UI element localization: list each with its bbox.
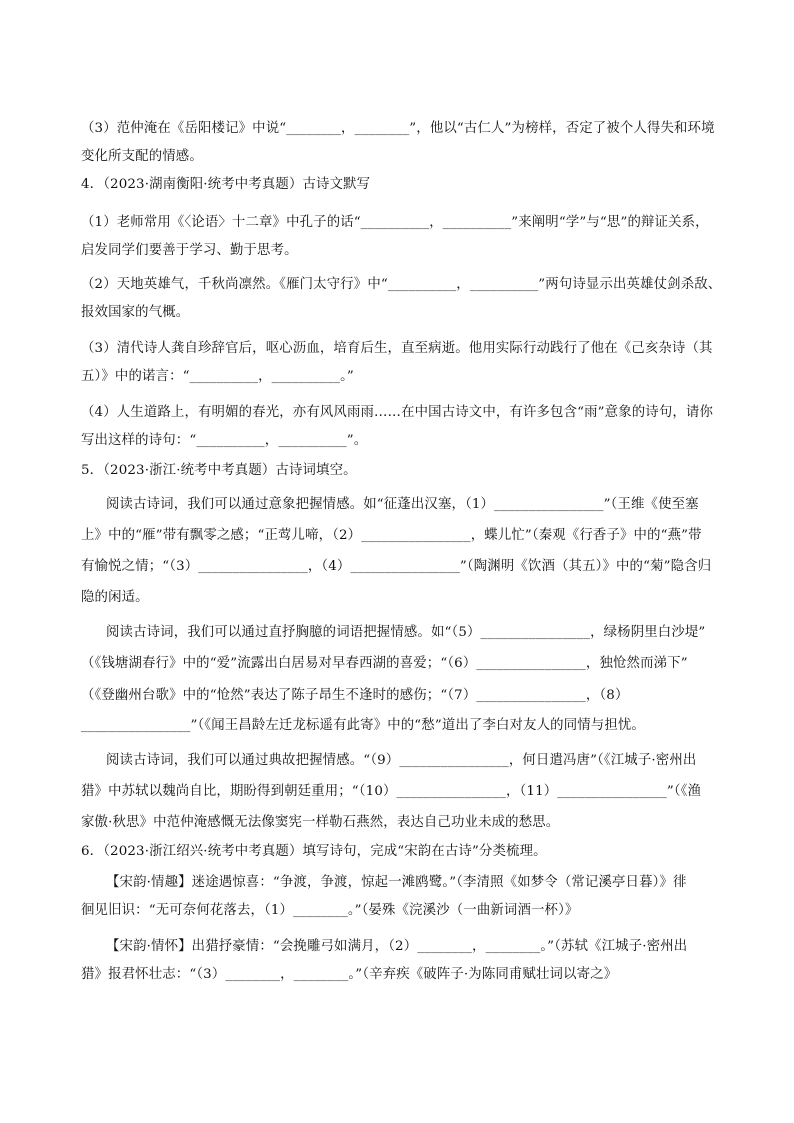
text-line: 启发同学们要善于学习、勤于思考。 — [81, 243, 298, 258]
text-line: 变化所支配的情感。 — [81, 149, 203, 164]
question-6-heading: 6．（2023·浙江绍兴·统考中考真题）填写诗句，完成“宋韵在古诗”分类梳理。 — [81, 844, 547, 859]
text-line: （3）范仲淹在《岳阳楼记》中说“________，________”，他以“古仁人”为榜样，否定了被个人得失和环境 — [81, 121, 715, 136]
text-line: （3）清代诗人龚自珍辞官后，呕心沥血，培育后生，直至病逝。他用实际行动践行了他在《己亥杂诗（其 — [81, 341, 713, 356]
text-line: 五）》中的诺言：“__________，__________。” — [81, 369, 354, 384]
text-line: 有愉悦之情；“（3）________________，（4）________________”（陶渊明《饮酒（其五）》中的“菊”隐含归 — [81, 559, 712, 574]
text-line: （《钱塘湖春行》中的“爱”流露出白居易对早春西湖的喜爱；“（6）________________，独怆然而涕下” — [81, 656, 688, 671]
text-line: 【宋韵·情怀】出猎抒豪情：“会挽雕弓如满月，（2）________，________。”（苏轼《江城子·密州出 — [106, 939, 688, 954]
text-line: 【宋韵·情趣】迷途遇惊喜：“争渡，争渡，惊起一滩鸥鹭。”（李清照《如梦令（常记溪亭日暮）》徘 — [106, 875, 687, 890]
text-line: ________________”（《闻王昌龄左迁龙标遥有此寄》中的“愁”道出了李白对友人的同情与担忧。 — [81, 718, 645, 733]
text-line: （1）老师常用《〈论语〉十二章》中孔子的话“__________，__________”来阐明“学”与“思”的辩证关系， — [81, 215, 709, 230]
text-line: （4）人生道路上，有明媚的春光，亦有风风雨雨……在中国古诗文中，有许多包含“雨”意象的诗句，请你 — [81, 405, 713, 420]
question-5-heading: 5．（2023·浙江·统考中考真题）古诗词填空。 — [81, 463, 357, 478]
text-line: 报效国家的气概。 — [81, 305, 190, 320]
text-line: 写出这样的诗句：“__________，__________”。 — [81, 433, 368, 448]
text-line: 阅读古诗词，我们可以通过直抒胸臆的词语把握情感。如“（5）________________，绿杨阴里白沙堤” — [106, 625, 706, 640]
text-line: 家傲·秋思》中范仲淹感慨无法像窦宪一样勒石燕然，表达自己功业未成的愁思。 — [81, 815, 560, 830]
text-line: 上》中的“雁”带有飘零之感；“正莺儿啼，（2）________________，蝶儿忙”（秦观《行香子》中的“燕”带 — [81, 528, 702, 543]
text-line: 徊见旧识：“无可奈何花落去，（1）________。”（晏殊《浣溪沙（一曲新词酒一杯）》 — [81, 903, 579, 918]
text-line: 猎》中苏轼以魏尚自比，期盼得到朝廷重用；“（10）________________，（11）________________”（《渔 — [81, 784, 702, 799]
text-line: 阅读古诗词，我们可以通过意象把握情感。如“征蓬出汉塞，（1）________________”（王维《使至塞 — [106, 497, 699, 512]
text-line: 隐的闲适。 — [81, 590, 149, 605]
text-line: 阅读古诗词，我们可以通过典故把握情感。“（9）________________，何日遣冯唐”（《江城子·密州出 — [106, 753, 697, 768]
text-line: 猎》报君怀壮志：“（3）________，________。”（辛弃疾《破阵子·为陈同甫赋壮词以寄之》 — [81, 967, 618, 982]
text-line: （《登幽州台歌》中的“怆然”表达了陈子昂生不逢时的感伤；“（7）________________，（8） — [81, 688, 629, 703]
question-4-heading: 4．（2023·湖南衡阳·统考中考真题）古诗文默写 — [81, 177, 371, 192]
text-line: （2）天地英雄气，千秋尚凛然。《雁门太守行》中“__________，__________”两句诗显示出英雄仗剑杀敌、 — [81, 277, 722, 292]
